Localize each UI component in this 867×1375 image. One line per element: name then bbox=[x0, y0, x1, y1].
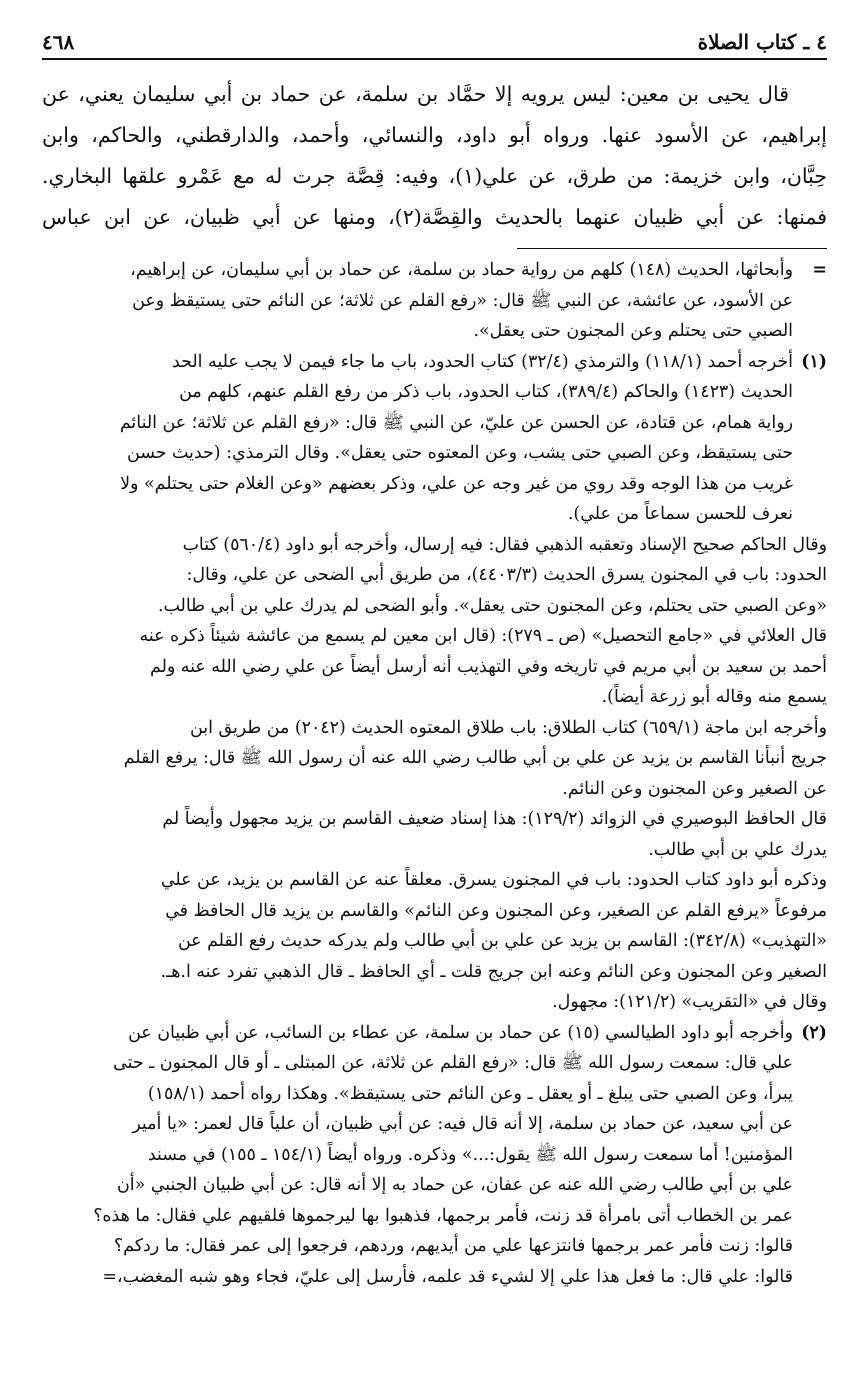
footnote-line: الحدود: باب في المجنون يسرق الحديث (٤٤٠٣/٣)، من طريق أبي الضحى عن علي، وقال: bbox=[186, 565, 827, 585]
document-page bbox=[42, 30, 827, 1345]
footnote-line: وذكره أبو داود كتاب الحدود: باب في المجنون يسرق. معلقاً عنه عن القاسم بن يزيد، عن علي bbox=[160, 870, 827, 890]
main-text-line: إبراهيم، عن الأسود عنها. ورواه أبو داود، والنسائي، وأحمد، والدارقطني، والحاكم، وابن bbox=[42, 123, 827, 147]
footnote-line: الصبي حتى يحتلم وعن المجنون حتى يعقل». bbox=[473, 321, 793, 341]
footnote-line: أخرجه أحمد (١١٨/١) والترمذي (٣٢/٤) كتاب الحدود، باب ما جاء فيمن لا يجب عليه الحد bbox=[171, 351, 793, 372]
footnote-line: علي قال: سمعت رسول الله ﷺ قال: «رفع القلم عن ثلاثة، عن المبتلى ـ أو قال المجنون ـ حتى bbox=[113, 1053, 793, 1073]
footnote-2 bbox=[42, 1018, 827, 1293]
footnote-1-paragraphs bbox=[42, 530, 827, 1018]
footnote-line: عن الأسود، عن عائشة، عن النبي ﷺ قال: «رفع القلم عن ثلاثة؛ عن النائم حتى يستيقظ وعن bbox=[132, 290, 793, 311]
footnote-1-mark: (١) bbox=[801, 351, 827, 372]
footnote-line: عن أبي سعيد، عن حماد بن سلمة، إلا أنه قال فيه: عن أبي ظبيان، أن علياً قال لعمر: «يا أمير bbox=[132, 1114, 793, 1134]
footnote-line: «وعن الصبي حتى يحتلم، وعن المجنون حتى يعقل». وأبو الضحى لم يدرك علي بن أبي طالب. bbox=[157, 595, 827, 616]
running-title: ٤ ـ كتاب الصلاة bbox=[697, 30, 827, 54]
footnote-line: قالوا: زنت فأمر عمر برجمها فانتزعها علي من أيديهم، وردهم، فرجعوا إلى عمر فقال: ما ردكم؟ bbox=[113, 1236, 793, 1256]
footnote-line: يسمع منه وقاله أبو زرعة أيضاً). bbox=[601, 687, 827, 707]
footnote-line: وأخرجه أبو داود الطيالسي (١٥) عن حماد بن سلمة، عن عطاء بن السائب، عن أبي ظبيان عن bbox=[128, 1022, 793, 1043]
main-text bbox=[42, 74, 827, 238]
footnote-line: يدرك علي بن أبي طالب. bbox=[648, 839, 827, 860]
footnote-line: وقال الحاكم صحيح الإسناد وتعقبه الذهبي فقال: فيه إرسال، وأخرجه أبو داود (٥٦٠/٤) كتاب bbox=[182, 534, 827, 555]
footnote-line: عمر بن الخطاب أتى بامرأة قد زنت، فأمر برجمها، فذهبوا بها ليرجموها فلقيهم علي فقال: ما هذه؟ bbox=[93, 1205, 793, 1226]
footnote-line: علي بن أبي طالب رضي الله عنه عن عفان، عن حماد به إلا أنه قال: عن أبي ظبيان الجنبي «أن bbox=[117, 1175, 793, 1195]
footnote-line: قال الحافظ البوصيري في الزوائد (١٢٩/٢): هذا إسناد ضعيف القاسم بن يزيد مجهول وأيضاً لم bbox=[162, 809, 827, 829]
footnote-2-mark: (٢) bbox=[801, 1022, 827, 1043]
main-text-line: فمنها: عن أبي ظبيان عنهما بالحديث والقِصَّة(٢)، ومنها عن أبي ظبيان، عن ابن عباس bbox=[42, 205, 828, 229]
footnote-1 bbox=[42, 347, 827, 530]
footnote-line: رواية همام، عن قتادة، عن الحسن عن عليّ، عن النبي ﷺ قال: «رفع القلم عن ثلاثة؛ عن النائم bbox=[119, 412, 793, 433]
footnote-line: نعرف للحسن سماعاً من علي). bbox=[567, 504, 793, 524]
footnote-line: قالوا: علي قال: ما فعل هذا علي إلا لشيء قد علمه، فأرسل إلى عليّ، فجاء وهو شبه المغضب،= bbox=[102, 1266, 793, 1287]
footnote-line: «التهذيب» (٣٤٢/٨): القاسم بن يزيد عن علي بن أبي طالب ولم يدركه حديث رفع القلم عن bbox=[177, 931, 827, 951]
footnote-line: يبرأ، وعن الصبي حتى يبلغ ـ أو يعقل ـ وعن النائم حتى يستيقظ». وهكذا رواه أحمد (١٥٨/١) bbox=[147, 1083, 793, 1104]
footnote-line: أحمد بن سعيد بن أبي مريم في تاريخه وفي التهذيب أنه أرسل أيضاً عن علي رضي الله عنه ولم bbox=[150, 656, 827, 677]
footnote-line: حتى يستيقظ، وعن الصبي حتى يشب، وعن المعتوه حتى يعقل». وقال الترمذي: (حديث حسن bbox=[126, 443, 793, 463]
footnote-line: وأخرجه ابن ماجة (٦٥٩/١) كتاب الطلاق: باب طلاق المعتوه الحديث (٢٠٤٢) من طريق ابن bbox=[190, 717, 827, 738]
footnote-line: الحديث (١٤٢٣) والحاكم (٣٨٩/٤)، كتاب الحدود، باب ذكر من رفع القلم عنهم، كلهم من bbox=[179, 382, 793, 402]
footnote-continuation bbox=[42, 255, 827, 347]
footnote-line: قال العلائي في «جامع التحصيل» (ص ـ ٢٧٩): (قال ابن معين لم يسمع من عائشة شيئاً ذكره عنه bbox=[139, 626, 827, 646]
footnote-line: الصغير وعن المجنون وعن النائم وعنه ابن جريج قلت ـ أي الحافظ ـ قال الذهبي تفرد عنه ا.هـ. bbox=[160, 961, 827, 982]
footnotes bbox=[42, 255, 827, 1292]
footnote-line: وقال في «التقريب» (١٢١/٢): مجهول. bbox=[552, 992, 827, 1012]
main-text-line: حِبَّان، وابن خزيمة: من طرق، عن علي(١)، وفيه: قِصَّة جرت له مع عَمْرو علقها البخاري. bbox=[42, 164, 827, 188]
footnote-line: المؤمنين! أما سمعت رسول الله ﷺ يقول:...» وذكره. ورواه أيضاً (١٥٤/١ ـ ١٥٥) في مسند bbox=[147, 1144, 793, 1165]
footnote-line: غريب من هذا الوجه وقد روي من غير وجه عن علي، وذكر بعضهم «وعن الغلام حتى يحتلم» ولا bbox=[120, 473, 793, 494]
footnote-line: مرفوعاً «يرفع القلم عن الصغير، وعن المجنون وعن النائم» والقاسم بن يزيد قال الحافظ في bbox=[165, 900, 827, 921]
page-number: ٤٦٨ bbox=[42, 30, 75, 54]
main-text-line: قال يحيى بن معين: ليس يرويه إلا حمَّاد بن سلمة، عن حماد بن أبي سليمان يعني، عن bbox=[42, 82, 789, 106]
footnote-line: عن الصغير وعن المجنون وعن النائم. bbox=[562, 778, 827, 799]
running-header bbox=[42, 30, 827, 60]
footnote-line: وأبحاثها، الحديث (١٤٨) كلهم من رواية حماد بن سلمة، عن حماد بن أبي سليمان، عن إبراهيم، bbox=[130, 260, 793, 280]
footnote-separator bbox=[517, 248, 827, 249]
footnote-continuation-mark: = bbox=[812, 260, 827, 280]
footnote-line: جريج أنبأنا القاسم بن يزيد عن علي بن أبي طالب رضي الله عنه أن رسول الله ﷺ قال: يرفع القلم bbox=[123, 748, 827, 768]
